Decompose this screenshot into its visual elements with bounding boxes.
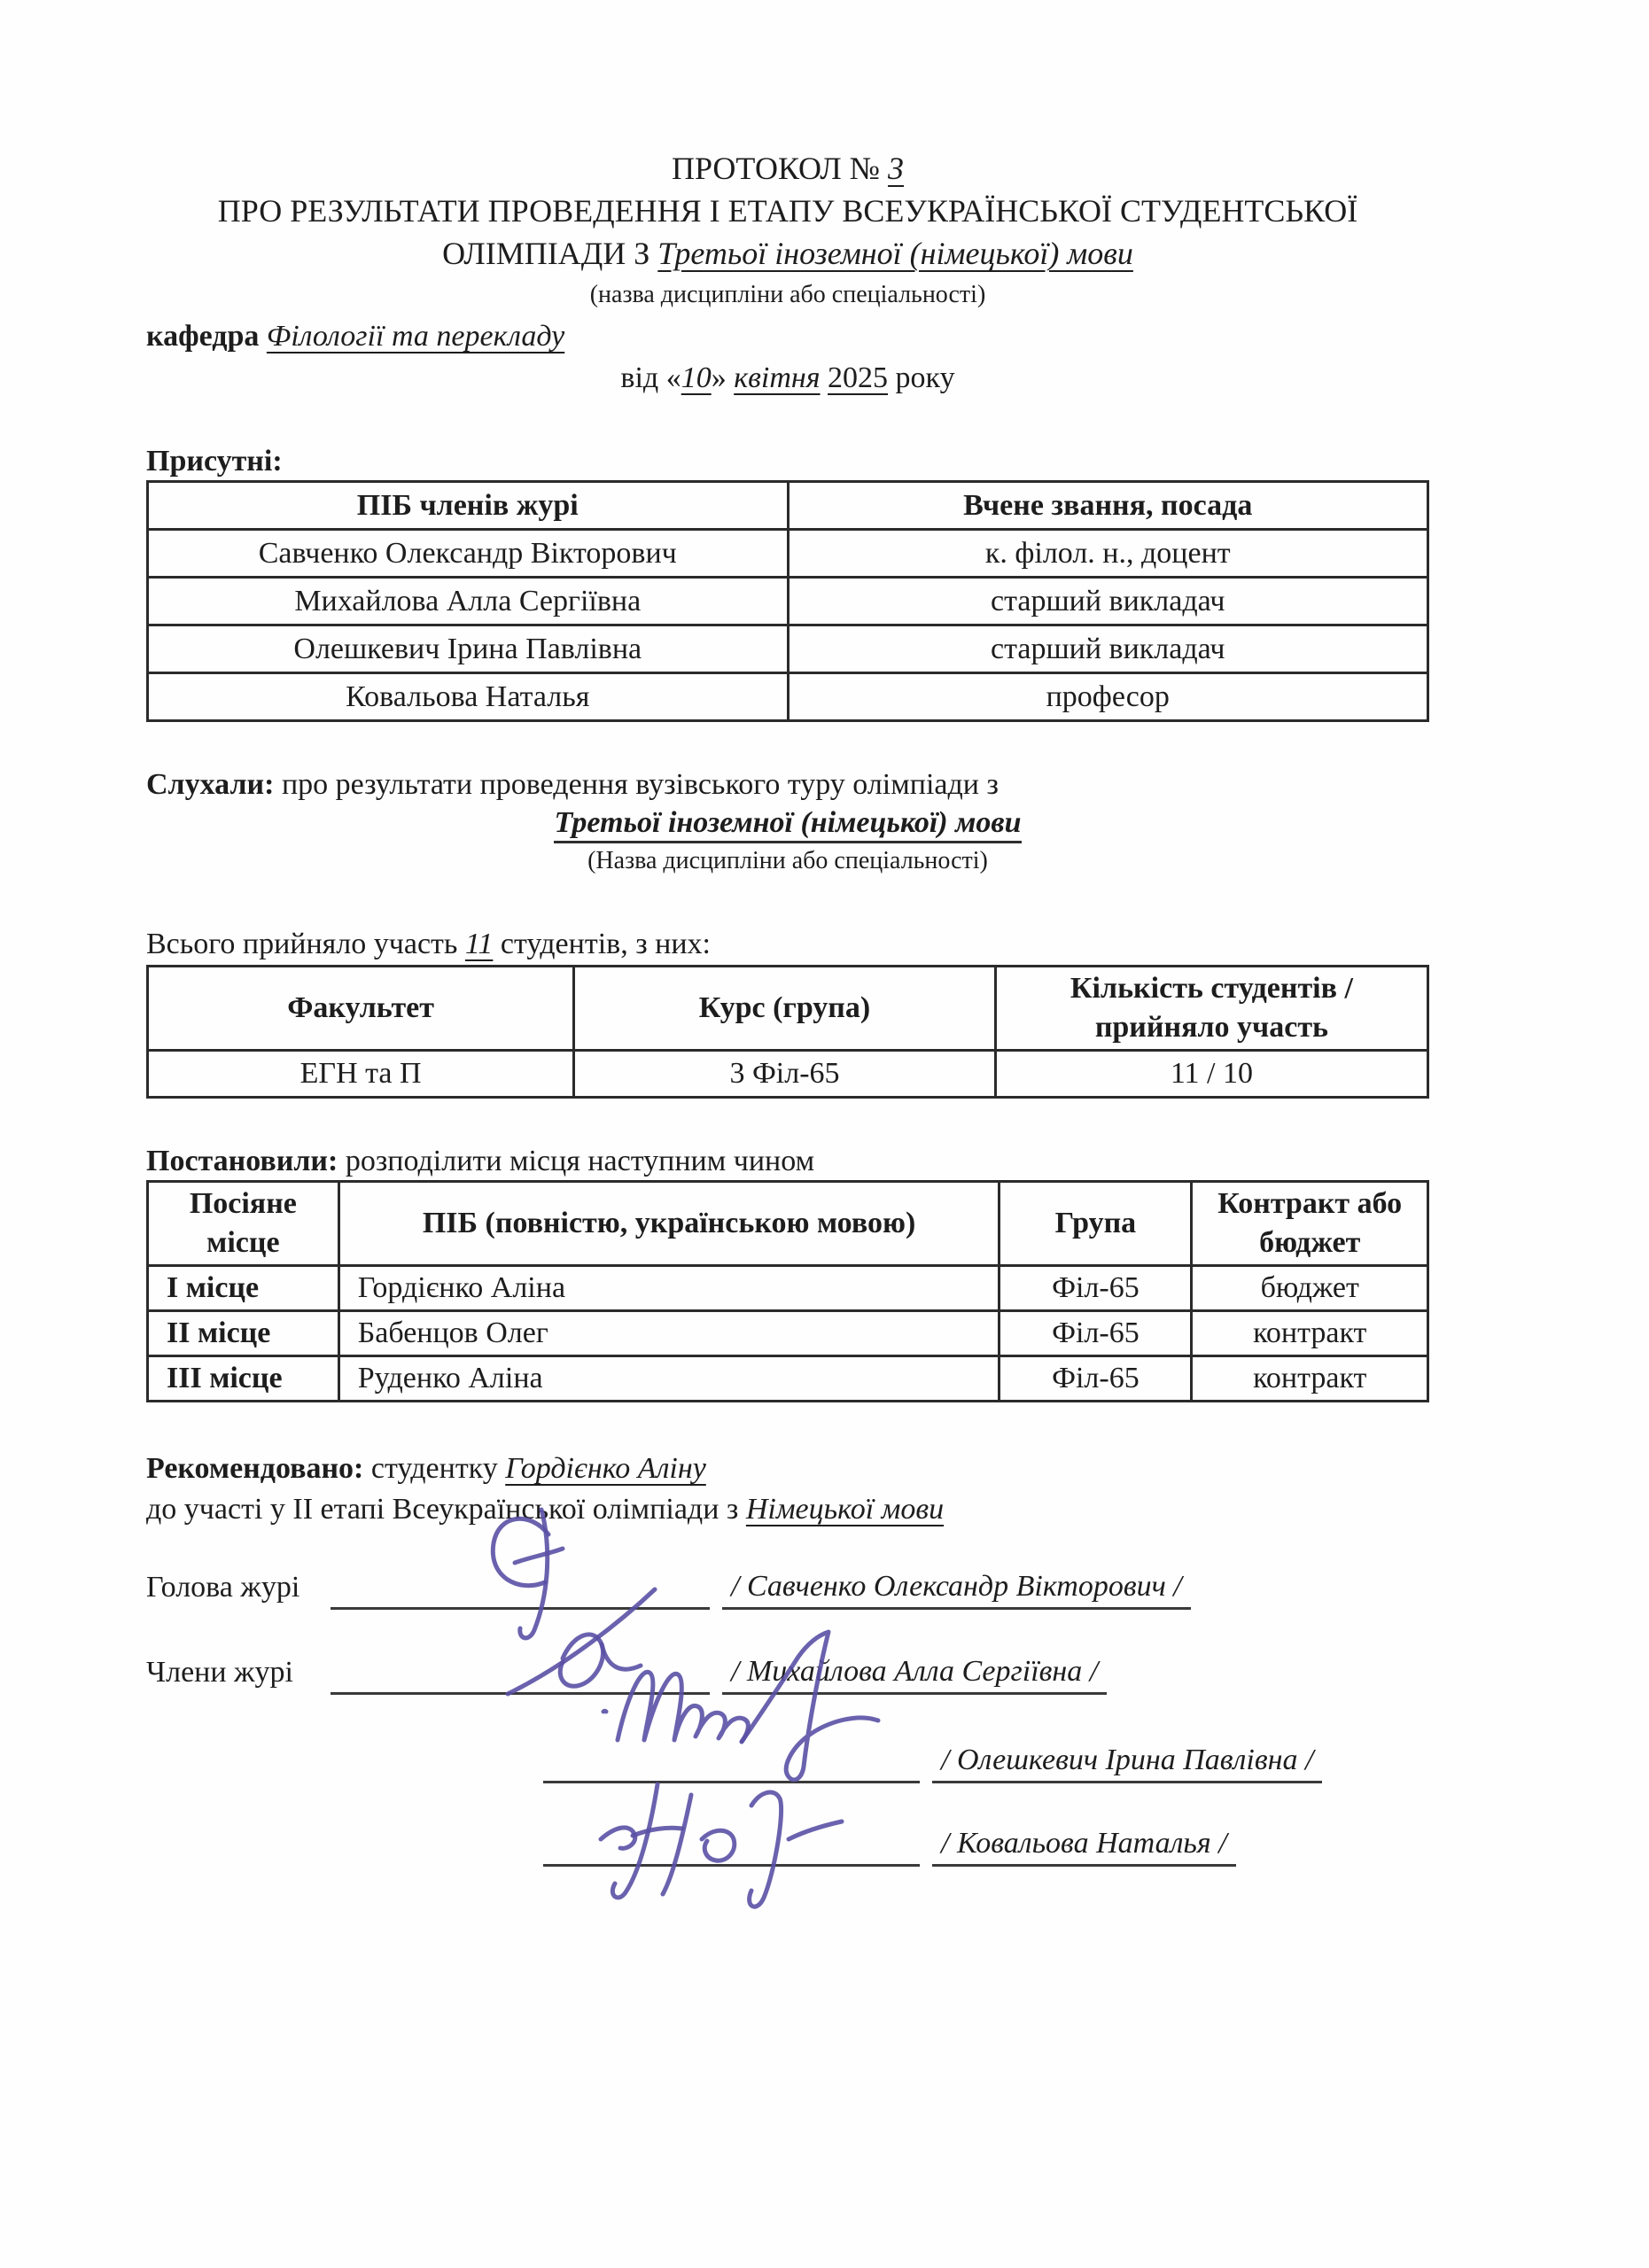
results-header-funding-line1: Контракт або: [1217, 1187, 1403, 1220]
participation-course: 3 Філ-65: [574, 1051, 996, 1098]
table-row: [148, 1356, 1428, 1402]
results-header-funding: [1192, 1182, 1428, 1266]
signature-role-label: Члени журі: [146, 1656, 293, 1689]
jury-member-name: Олешкевич Ірина Павлівна: [148, 625, 789, 673]
table-row: [148, 530, 1428, 578]
signature-role-label: [146, 1861, 323, 1867]
participation-table: [146, 965, 1429, 1099]
title-note: (назва дисципліни або спеціальності): [589, 281, 986, 308]
results-header-funding-line2: бюджет: [1259, 1226, 1361, 1259]
result-place: І місце: [148, 1266, 339, 1311]
participation-header-count: [995, 967, 1427, 1051]
department-label: кафедра: [146, 320, 267, 353]
jury-header-name: ПІБ членів журі: [148, 482, 789, 530]
jury-header-title: Вчене звання, посада: [788, 482, 1428, 530]
protocol-title-line: [146, 147, 1429, 190]
total-suffix: студентів, з них:: [493, 928, 711, 960]
results-header-place: [148, 1182, 339, 1266]
signature-name: / Олешкевич Ірина Павлівна /: [932, 1744, 1322, 1783]
participation-header-faculty: Факультет: [148, 967, 574, 1051]
jury-member-signature: [583, 1758, 902, 1908]
participation-faculty: ЕГН та П: [148, 1051, 574, 1098]
heard-line: [146, 766, 1429, 804]
table-row: [148, 578, 1428, 625]
heard-text: про результати проведення вузівського туру олімпіади з: [274, 768, 999, 801]
recommended-subject: Німецької мови: [745, 1493, 945, 1526]
participation-header-course: Курс (група): [574, 967, 996, 1051]
signature-blank-line: [543, 1781, 920, 1867]
result-funding: контракт: [1192, 1311, 1428, 1356]
heard-label: Слухали:: [146, 768, 275, 801]
participation-header-count-line1: Кількість студентів /: [1070, 972, 1353, 1005]
participation-count: 11 / 10: [995, 1051, 1427, 1098]
title-line-3: [146, 232, 1429, 275]
heard-note: (Назва дисципліни або спеціальності): [587, 847, 988, 874]
recommended-label: Рекомендовано:: [146, 1452, 364, 1485]
jury-member-name: Михайлова Алла Сергіївна: [148, 578, 789, 625]
title-line-3-prefix: ОЛІМПІАДИ З: [442, 236, 658, 271]
recommended-line-1: [146, 1449, 1429, 1489]
recommended-line-2: [146, 1489, 1429, 1530]
total-line: [146, 926, 1429, 963]
results-header-place-line1: Посіяне: [189, 1187, 297, 1220]
heard-subject-text: Третьої іноземної (німецької) мови: [554, 806, 1021, 843]
signature-name: / Михайлова Алла Сергіївна /: [722, 1655, 1107, 1695]
result-place: ІІ місце: [148, 1311, 339, 1356]
date-month: квітня: [734, 361, 821, 394]
heard-subject: [146, 804, 1429, 843]
result-student-name: Гордієнко Аліна: [338, 1266, 1000, 1311]
results-header-place-line2: місце: [206, 1226, 280, 1259]
result-place: ІІІ місце: [148, 1356, 339, 1402]
table-row: [148, 1311, 1428, 1356]
title-block: [146, 147, 1429, 315]
recommended-block: [146, 1449, 1429, 1530]
title-line-2: ПРО РЕЗУЛЬТАТИ ПРОВЕДЕННЯ І ЕТАПУ ВСЕУКРАЇНСЬКОЇ СТУДЕНТСЬКОЇ: [217, 193, 1358, 229]
results-header-group: Група: [1000, 1182, 1192, 1266]
signature-row-head: [146, 1530, 1429, 1610]
signature-block: [146, 1530, 1429, 1867]
result-funding: бюджет: [1192, 1266, 1428, 1311]
protocol-title-prefix: ПРОТОКОЛ №: [671, 151, 889, 186]
recommended-line2-prefix: до участі у ІІ етапі Всеукраїнської олімпіади з: [146, 1493, 746, 1526]
result-group: Філ-65: [1000, 1311, 1192, 1356]
date-mid: »: [711, 361, 735, 394]
result-student-name: Руденко Аліна: [338, 1356, 1000, 1402]
department-value: Філології та перекладу: [266, 320, 565, 353]
attendees-label: Присутні:: [146, 445, 283, 478]
result-group: Філ-65: [1000, 1356, 1192, 1402]
jury-table-header-row: [148, 482, 1428, 530]
table-row: [148, 1266, 1428, 1311]
resolved-text: розподілити місця наступним чином: [338, 1145, 815, 1177]
jury-member-title: професор: [788, 673, 1428, 721]
resolved-line: [146, 1143, 1429, 1180]
jury-member-title: к. філол. н., доцент: [788, 530, 1428, 578]
participation-header-row: [148, 967, 1428, 1051]
results-table: [146, 1180, 1429, 1402]
date-line: [146, 358, 1429, 399]
result-funding: контракт: [1192, 1356, 1428, 1402]
signature-role-label: [146, 1778, 323, 1783]
table-row: [148, 625, 1428, 673]
jury-member-title: старший викладач: [788, 578, 1428, 625]
signature-row-member: [146, 1783, 1429, 1867]
table-row: [148, 1051, 1428, 1098]
jury-member-name: Савченко Олександр Вікторович: [148, 530, 789, 578]
results-header-name: ПІБ (повністю, українською мовою): [338, 1182, 1000, 1266]
total-prefix: Всього прийняло участь: [146, 928, 465, 960]
results-header-row: [148, 1182, 1428, 1266]
title-subject: Третьої іноземної (німецької) мови: [657, 236, 1133, 271]
recommended-text: студентку: [363, 1452, 506, 1485]
date-year: 2025: [828, 361, 889, 394]
document-content: [146, 0, 1429, 1867]
jury-member-title: старший викладач: [788, 625, 1428, 673]
protocol-number: 3: [888, 151, 905, 186]
signature-role-label: Голова журі: [146, 1571, 300, 1604]
total-count: 11: [464, 928, 494, 960]
date-day: 10: [681, 361, 712, 394]
signature-name: / Савченко Олександр Вікторович /: [722, 1570, 1191, 1610]
jury-table: [146, 480, 1429, 722]
table-row: [148, 673, 1428, 721]
recommended-student: Гордієнко Аліну: [505, 1452, 706, 1485]
date-space: [821, 361, 828, 394]
participation-header-count-line2: прийняло участь: [1094, 1011, 1328, 1044]
department-line: [146, 315, 1429, 358]
resolved-label: Постановили:: [146, 1145, 338, 1177]
date-prefix: від «: [620, 361, 681, 394]
date-suffix: року: [888, 361, 955, 394]
result-student-name: Бабенцов Олег: [338, 1311, 1000, 1356]
jury-member-name: Ковальова Наталья: [148, 673, 789, 721]
result-group: Філ-65: [1000, 1266, 1192, 1311]
signature-name: / Ковальова Наталья /: [932, 1827, 1236, 1867]
